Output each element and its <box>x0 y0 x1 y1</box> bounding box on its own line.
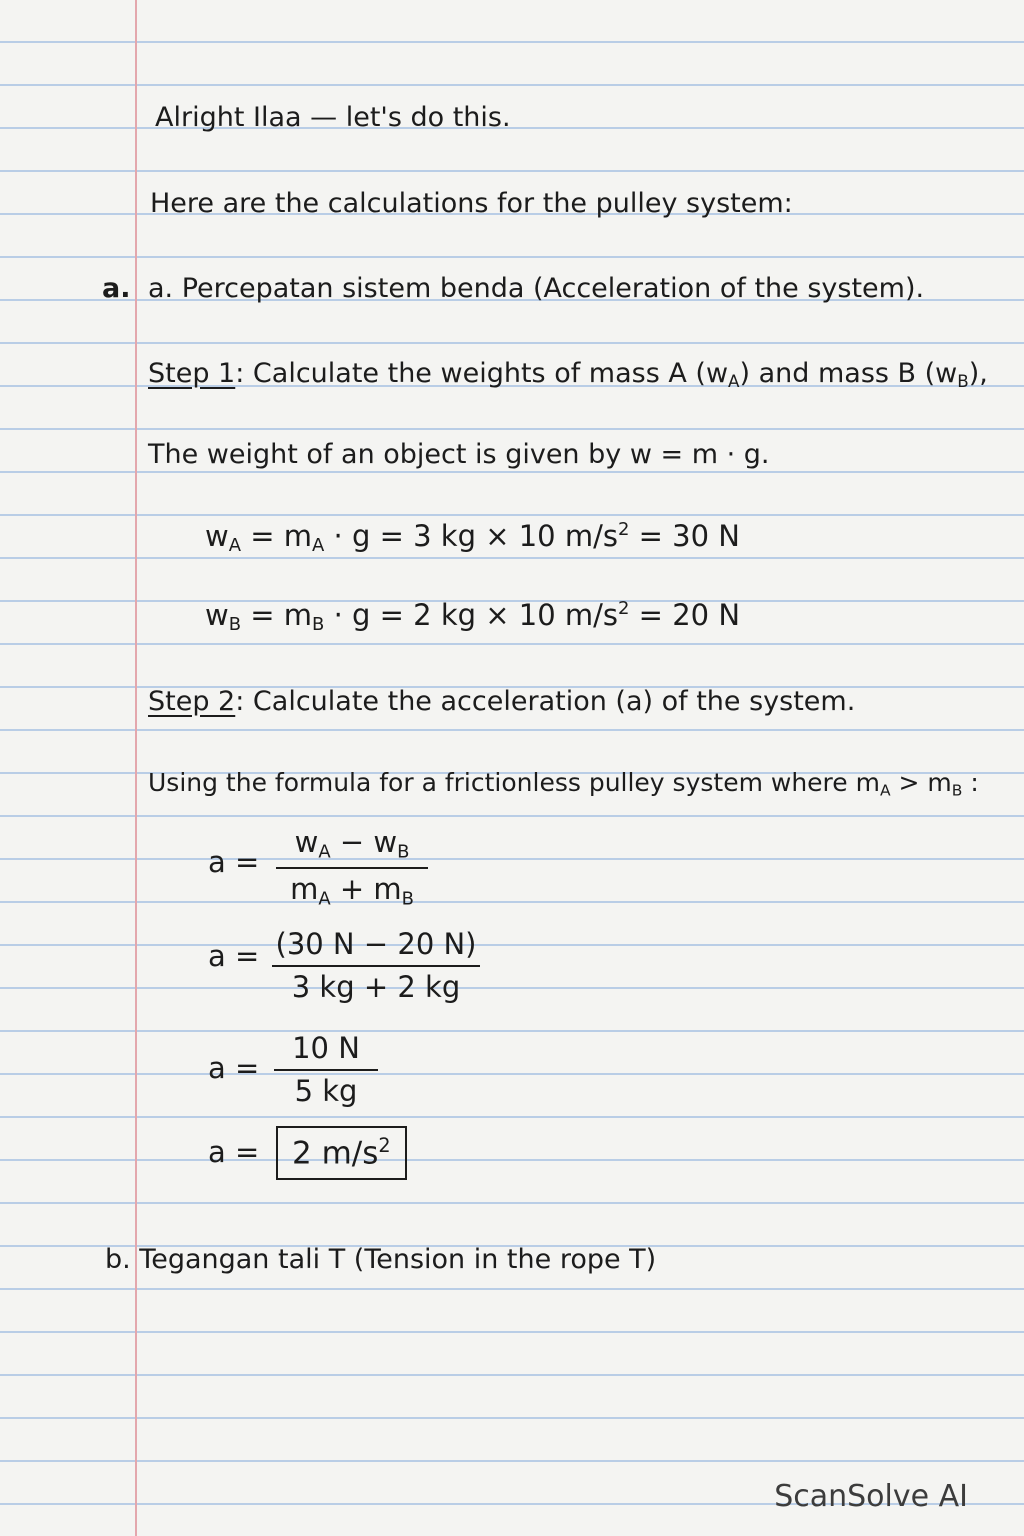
step2-label: Step 2 <box>148 686 236 717</box>
f1-num-mid: − w <box>330 825 398 859</box>
eq-b-rest: · g = 2 kg × 10 m/s <box>324 597 619 632</box>
answer-sup: 2 <box>378 1134 391 1157</box>
step1-sub-a: A <box>728 371 740 392</box>
formula-intro-sub-a: A <box>879 781 891 800</box>
step1-line <box>148 360 988 390</box>
intro-text: Alright Ilaa — let's do this. <box>155 102 511 133</box>
eq-b-m-sub: B <box>312 614 325 636</box>
substituted-fraction <box>272 928 480 1005</box>
step1-sub-b: B <box>957 371 969 392</box>
margin-line <box>135 0 137 1536</box>
f1-den-pre: m <box>290 872 319 907</box>
eq-a-mid: = m <box>241 518 313 553</box>
fraction-bar <box>274 1069 378 1071</box>
lhs-4: a = <box>208 1135 260 1169</box>
formula-intro-sub-b: B <box>951 781 963 800</box>
eq-a-w: w <box>205 518 229 553</box>
eq-a-rest: · g = 3 kg × 10 m/s <box>324 518 618 553</box>
simplified-denominator: 5 kg <box>294 1074 358 1109</box>
substituted-numerator: (30 N − 20 N) <box>275 927 477 961</box>
substituted-denominator: 3 kg + 2 kg <box>291 970 461 1005</box>
eq-b-w-sub: B <box>228 614 242 636</box>
answer-value: 2 m/s <box>292 1135 379 1172</box>
formula-intro-post: : <box>962 768 979 797</box>
lhs-2: a = <box>208 939 260 973</box>
formula-intro-mid: > m <box>890 768 952 797</box>
step1-text-post: ), <box>968 358 988 389</box>
formula-denominator <box>276 873 428 910</box>
eq-b-mid: = m <box>241 597 313 632</box>
part-b-heading: b. Tegangan tali T (Tension in the rope T) <box>105 1244 657 1275</box>
formula-numerator <box>276 826 428 863</box>
step2-line <box>148 688 855 715</box>
f1-den-mid: + m <box>330 872 402 907</box>
formula-intro <box>148 770 979 799</box>
answer-box <box>276 1126 407 1180</box>
part-a-marker: a. <box>102 273 131 304</box>
weight-a-equation <box>205 518 740 557</box>
watermark: ScanSolve AI <box>774 1479 968 1514</box>
lead-text: Here are the calculations for the pulley system: <box>150 188 793 219</box>
weight-rule: The weight of an object is given by w = m · g. <box>148 439 770 470</box>
eq-a-sup: 2 <box>617 519 630 540</box>
step1-label: Step 1 <box>148 358 236 389</box>
eq-b-w: w <box>205 597 229 632</box>
step1-text-mid: ) and mass B (w <box>739 358 958 389</box>
fraction-bar <box>276 867 428 869</box>
f1-den-sub-b: B <box>401 888 414 910</box>
formula-intro-pre: Using the formula for a frictionless pulley system where m <box>148 768 880 797</box>
lhs-1: a = <box>208 845 260 879</box>
f1-num-pre: w <box>294 825 319 859</box>
step2-text: : Calculate the acceleration (a) of the system. <box>235 686 856 717</box>
part-a-heading: a. Percepatan sistem benda (Acceleration of the system). <box>148 273 925 304</box>
formula-fraction <box>276 826 428 910</box>
eq-a-w-sub: A <box>228 535 242 557</box>
eq-a-result: = 30 N <box>629 518 740 553</box>
f1-num-sub-a: A <box>318 841 331 863</box>
eq-a-m-sub: A <box>312 535 325 557</box>
simplified-fraction <box>274 1032 378 1109</box>
step1-text-pre: : Calculate the weights of mass A (w <box>235 358 729 389</box>
lhs-3: a = <box>208 1051 260 1085</box>
simplified-numerator: 10 N <box>292 1031 360 1065</box>
f1-num-sub-b: B <box>397 841 410 863</box>
eq-b-sup: 2 <box>618 598 630 619</box>
eq-b-result: = 20 N <box>629 597 741 632</box>
fraction-bar <box>272 965 480 967</box>
f1-den-sub-a: A <box>318 888 331 910</box>
weight-b-equation <box>205 597 741 636</box>
